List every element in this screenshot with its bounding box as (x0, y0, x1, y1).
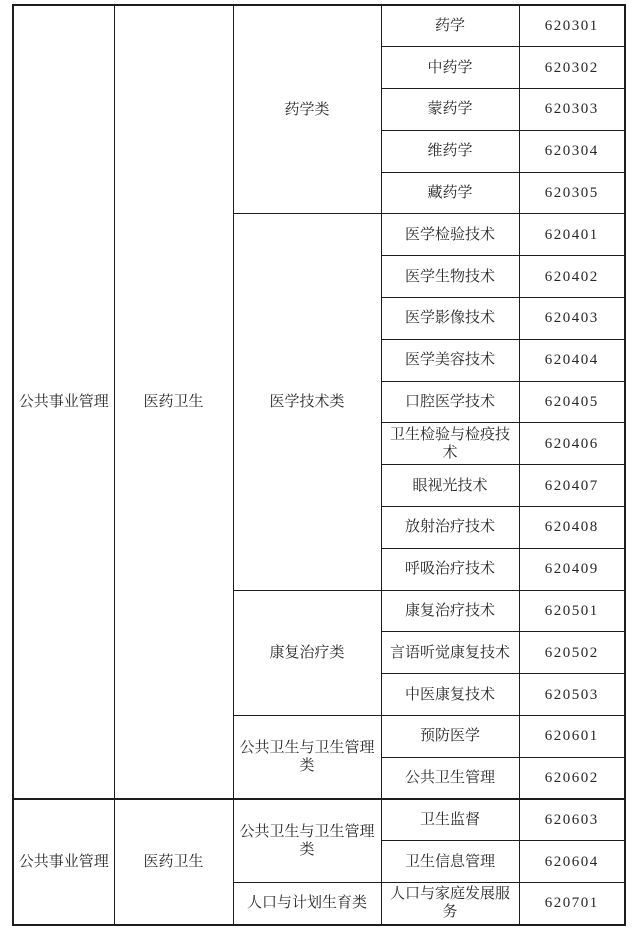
code-cell: 620401 (519, 214, 625, 256)
category-cell: 康复治疗类 (233, 590, 381, 715)
major-cell: 医学检验技术 (381, 214, 519, 256)
major-cell: 卫生监督 (381, 799, 519, 841)
major-code-table-body (13, 5, 625, 925)
code-cell: 620302 (519, 47, 625, 89)
code-cell: 620405 (519, 381, 625, 423)
category-cell: 医学技术类 (233, 214, 381, 590)
code-cell: 620602 (519, 757, 625, 799)
major-cell: 药学 (381, 5, 519, 47)
major-cell: 口腔医学技术 (381, 381, 519, 423)
major-cell: 卫生信息管理 (381, 841, 519, 883)
category-cell: 药学类 (233, 5, 381, 214)
category-cell: 公共卫生与卫生管理类 (233, 716, 381, 800)
table-row (13, 799, 625, 841)
major-cell: 中医康复技术 (381, 674, 519, 716)
field-cell: 医药卫生 (114, 799, 233, 924)
major-code-table (12, 4, 626, 926)
code-cell: 620503 (519, 674, 625, 716)
major-cell: 医学影像技术 (381, 298, 519, 340)
major-cell: 医学生物技术 (381, 256, 519, 298)
code-cell: 620404 (519, 339, 625, 381)
code-cell: 620701 (519, 883, 625, 925)
major-cell: 言语听觉康复技术 (381, 632, 519, 674)
major-cell: 康复治疗技术 (381, 590, 519, 632)
major-cell: 放射治疗技术 (381, 507, 519, 549)
code-cell: 620407 (519, 465, 625, 507)
code-cell: 620603 (519, 799, 625, 841)
category-cell: 人口与计划生育类 (233, 883, 381, 925)
major-cell: 中药学 (381, 47, 519, 89)
major-cell: 维药学 (381, 130, 519, 172)
major-cell: 蒙药学 (381, 89, 519, 131)
code-cell: 620409 (519, 548, 625, 590)
code-cell: 620601 (519, 716, 625, 758)
code-cell: 620303 (519, 89, 625, 131)
major-cell: 卫生检验与检疫技术 (381, 423, 519, 465)
code-cell: 620301 (519, 5, 625, 47)
code-cell: 620408 (519, 507, 625, 549)
code-cell: 620402 (519, 256, 625, 298)
code-cell: 620305 (519, 172, 625, 214)
table-row (13, 5, 625, 47)
discipline-cell: 公共事业管理 (13, 5, 114, 799)
major-cell: 人口与家庭发展服务 (381, 883, 519, 925)
code-cell: 620604 (519, 841, 625, 883)
major-cell: 呼吸治疗技术 (381, 548, 519, 590)
code-cell: 620406 (519, 423, 625, 465)
code-cell: 620403 (519, 298, 625, 340)
discipline-cell: 公共事业管理 (13, 799, 114, 924)
major-cell: 公共卫生管理 (381, 757, 519, 799)
major-cell: 藏药学 (381, 172, 519, 214)
code-cell: 620304 (519, 130, 625, 172)
code-cell: 620502 (519, 632, 625, 674)
category-cell: 公共卫生与卫生管理类 (233, 799, 381, 883)
field-cell: 医药卫生 (114, 5, 233, 799)
major-cell: 眼视光技术 (381, 465, 519, 507)
major-cell: 医学美容技术 (381, 339, 519, 381)
major-cell: 预防医学 (381, 716, 519, 758)
code-cell: 620501 (519, 590, 625, 632)
